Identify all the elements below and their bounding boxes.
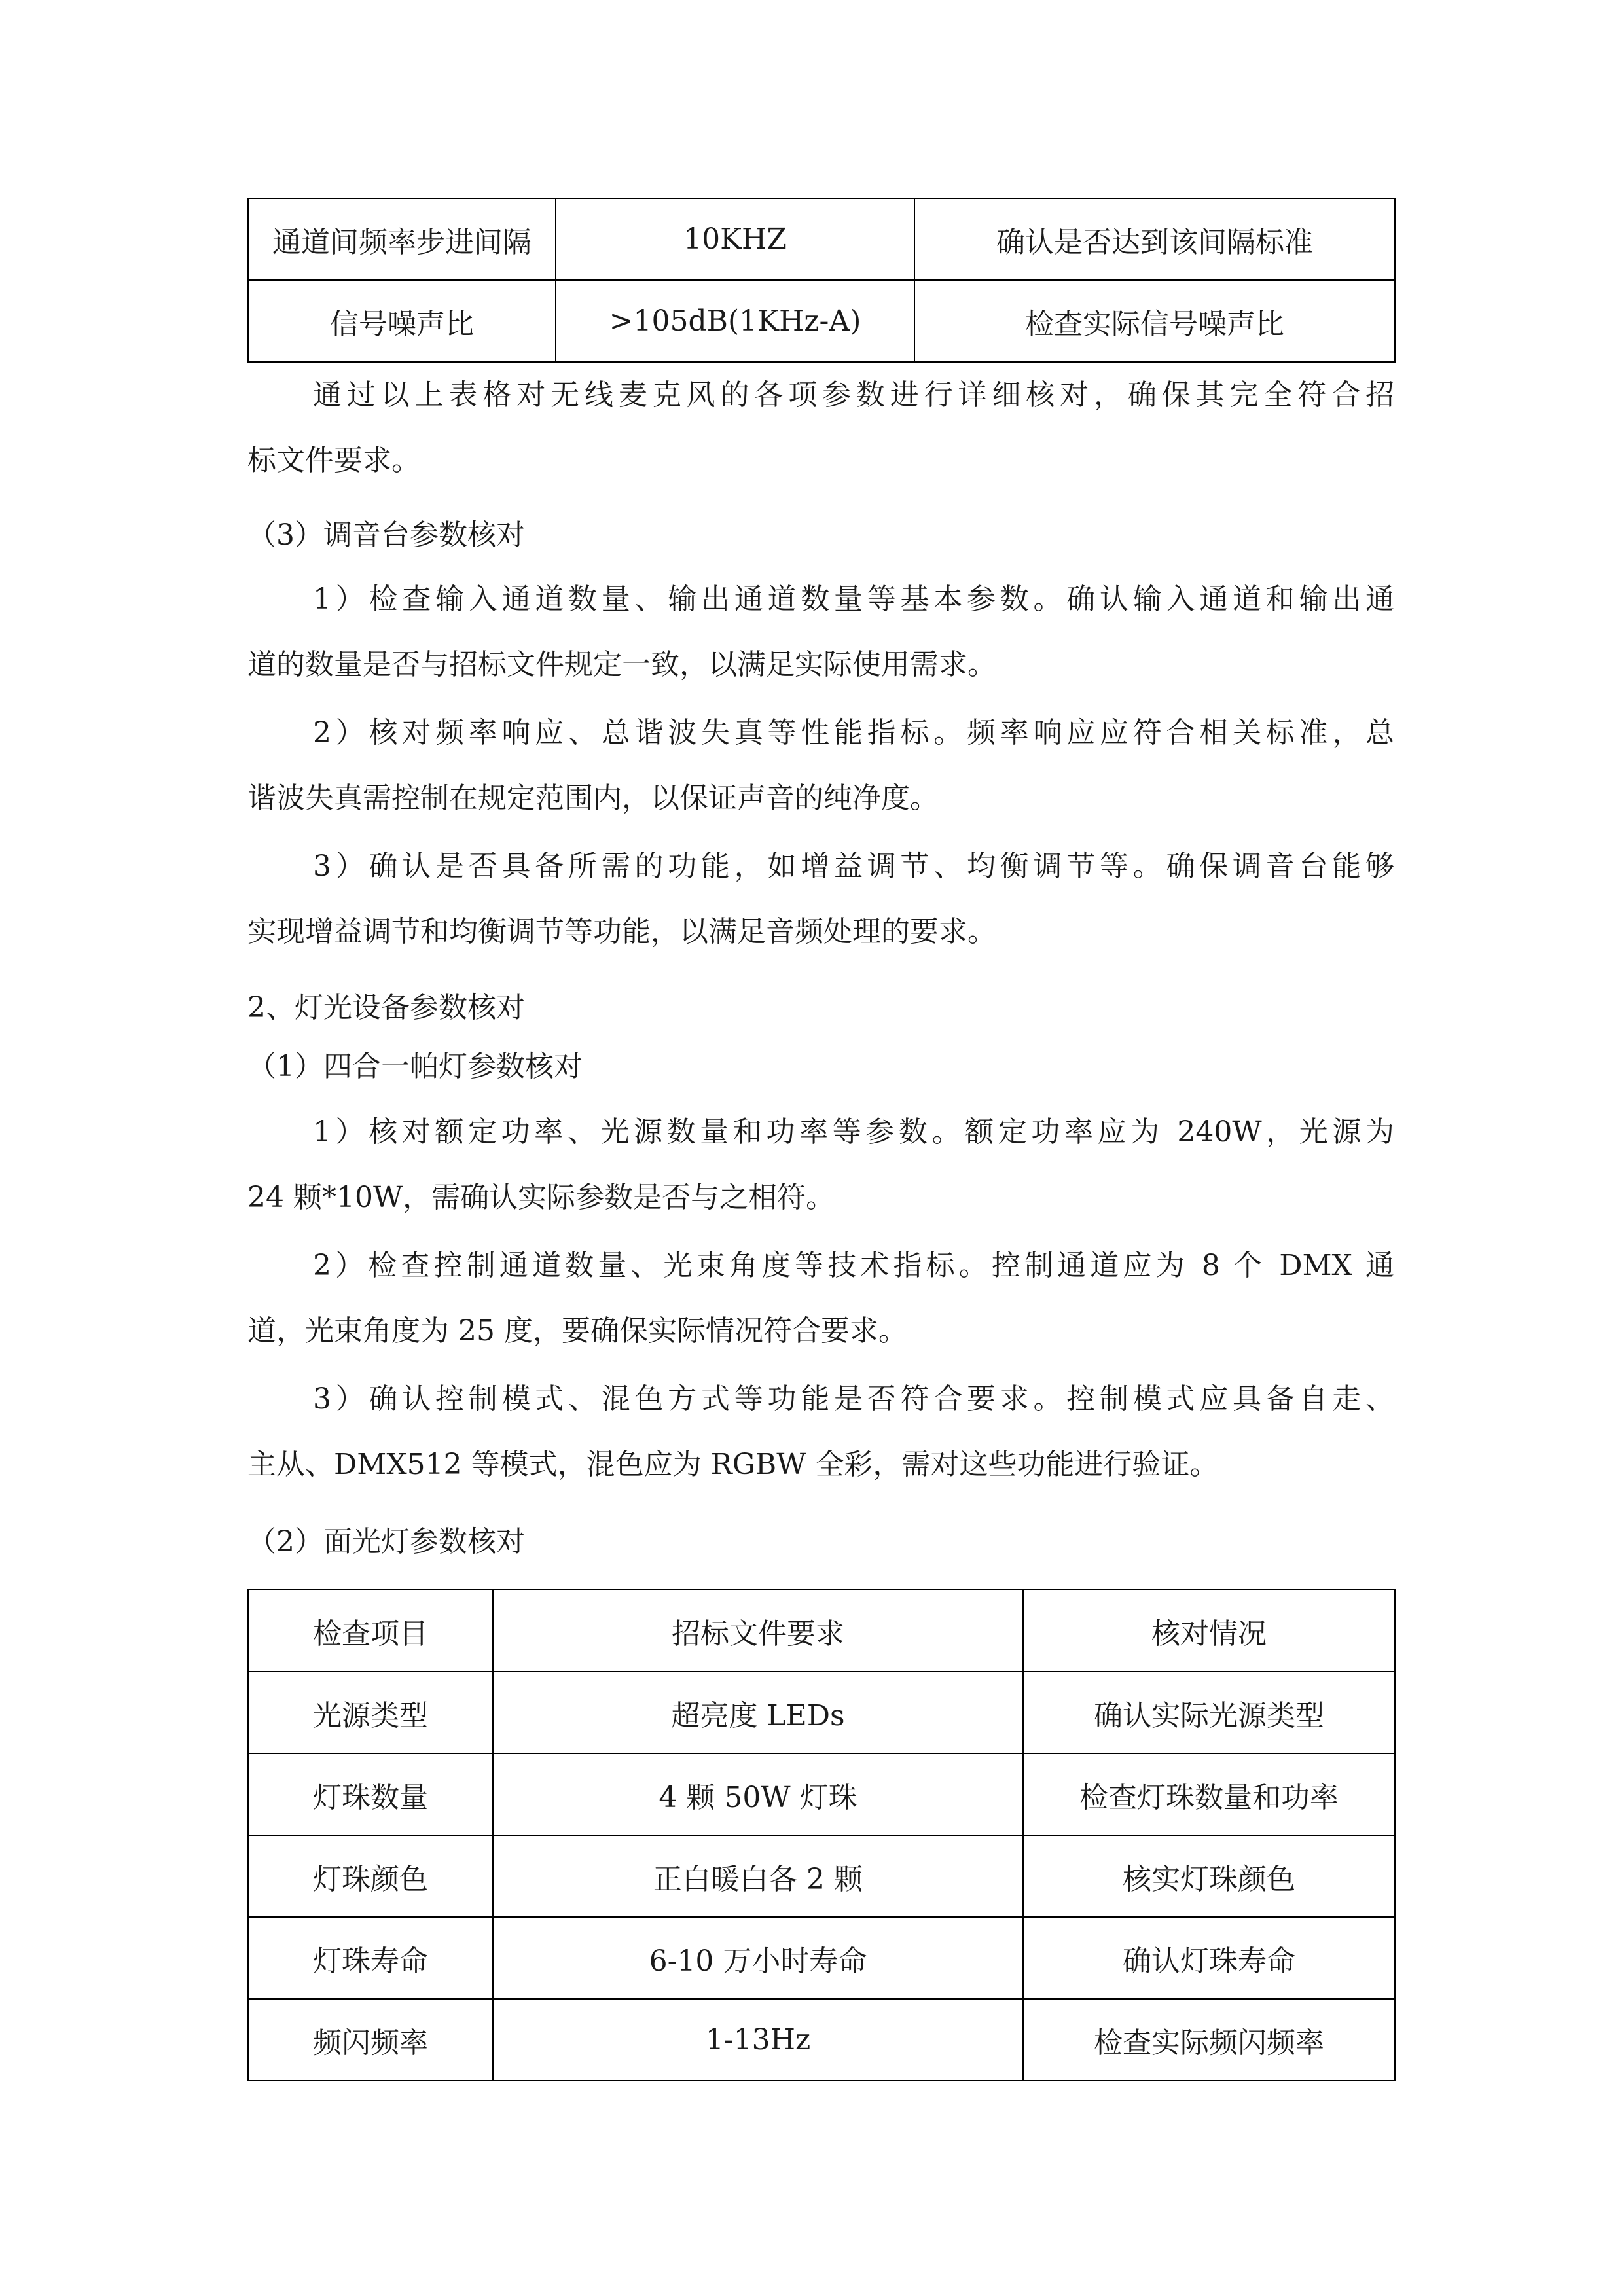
paragraph-line: 1）检查输入通道数量、输出通道数量等基本参数。确认输入通道和输出通 xyxy=(313,583,1394,616)
table-cell: 10KHZ xyxy=(556,198,914,280)
table-cell: 灯珠数量 xyxy=(248,1753,493,1835)
paragraph-line: 谐波失真需控制在规定范围内，以保证声音的纯净度。 xyxy=(247,781,939,815)
face-light-params-table xyxy=(247,1589,1396,2081)
paragraph-line: 标文件要求。 xyxy=(247,444,420,477)
table-row xyxy=(248,1917,1395,1999)
paragraph-line: 24 颗*10W，需确认实际参数是否与之相符。 xyxy=(247,1181,835,1214)
section-heading: （1）四合一帕灯参数核对 xyxy=(247,1050,583,1083)
paragraph-line: 3）确认控制模式、混色方式等功能是否符合要求。控制模式应具备自走、 xyxy=(313,1382,1394,1416)
paragraph-line: 通过以上表格对无线麦克风的各项参数进行详细核对，确保其完全符合招 xyxy=(313,378,1394,412)
table-cell: 检查实际信号噪声比 xyxy=(914,280,1395,362)
paragraph-line: 实现增益调节和均衡调节等功能，以满足音频处理的要求。 xyxy=(247,915,996,948)
table-cell: 信号噪声比 xyxy=(248,280,556,362)
table-cell: 检查实际频闪频率 xyxy=(1023,1999,1395,2081)
table-row xyxy=(248,198,1395,280)
table-cell: 确认灯珠寿命 xyxy=(1023,1917,1395,1999)
table-row xyxy=(248,1672,1395,1753)
table-row xyxy=(248,1999,1395,2081)
table-cell: 6-10 万小时寿命 xyxy=(493,1917,1023,1999)
table-cell: 正白暖白各 2 颗 xyxy=(493,1835,1023,1917)
table-cell: 光源类型 xyxy=(248,1672,493,1753)
table-cell: 1-13Hz xyxy=(493,1999,1023,2081)
table-row xyxy=(248,280,1395,362)
table-cell: 灯珠寿命 xyxy=(248,1917,493,1999)
table-cell: 确认是否达到该间隔标准 xyxy=(914,198,1395,280)
microphone-params-table xyxy=(247,198,1396,363)
table-row xyxy=(248,1753,1395,1835)
paragraph-line: 3）确认是否具备所需的功能，如增益调节、均衡调节等。确保调音台能够 xyxy=(313,850,1394,883)
table-cell: 4 颗 50W 灯珠 xyxy=(493,1753,1023,1835)
table-cell: 灯珠颜色 xyxy=(248,1835,493,1917)
paragraph-line: 1）核对额定功率、光源数量和功率等参数。额定功率应为 240W，光源为 xyxy=(313,1115,1394,1149)
table-cell: >105dB(1KHz-A) xyxy=(556,280,914,362)
table-cell: 确认实际光源类型 xyxy=(1023,1672,1395,1753)
paragraph-line: 主从、DMX512 等模式，混色应为 RGBW 全彩，需对这些功能进行验证。 xyxy=(247,1448,1219,1481)
table-cell: 检查灯珠数量和功率 xyxy=(1023,1753,1395,1835)
paragraph-line: 2）核对频率响应、总谐波失真等性能指标。频率响应应符合相关标准，总 xyxy=(313,716,1394,749)
table-row xyxy=(248,1835,1395,1917)
section-heading: （2）面光灯参数核对 xyxy=(247,1525,525,1558)
table-header-cell: 核对情况 xyxy=(1023,1590,1395,1672)
table-cell: 超亮度 LEDs xyxy=(493,1672,1023,1753)
table-header-cell: 招标文件要求 xyxy=(493,1590,1023,1672)
table-header-cell: 检查项目 xyxy=(248,1590,493,1672)
section-heading: 2、灯光设备参数核对 xyxy=(247,991,525,1024)
section-heading: （3）调音台参数核对 xyxy=(247,518,525,552)
table-cell: 频闪频率 xyxy=(248,1999,493,2081)
table-cell: 通道间频率步进间隔 xyxy=(248,198,556,280)
table-header-row xyxy=(248,1590,1395,1672)
paragraph-line: 道的数量是否与招标文件规定一致，以满足实际使用需求。 xyxy=(247,648,996,681)
paragraph-line: 2）检查控制通道数量、光束角度等技术指标。控制通道应为 8 个 DMX 通 xyxy=(313,1249,1394,1282)
table-cell: 核实灯珠颜色 xyxy=(1023,1835,1395,1917)
paragraph-line: 道，光束角度为 25 度，要确保实际情况符合要求。 xyxy=(247,1314,907,1348)
